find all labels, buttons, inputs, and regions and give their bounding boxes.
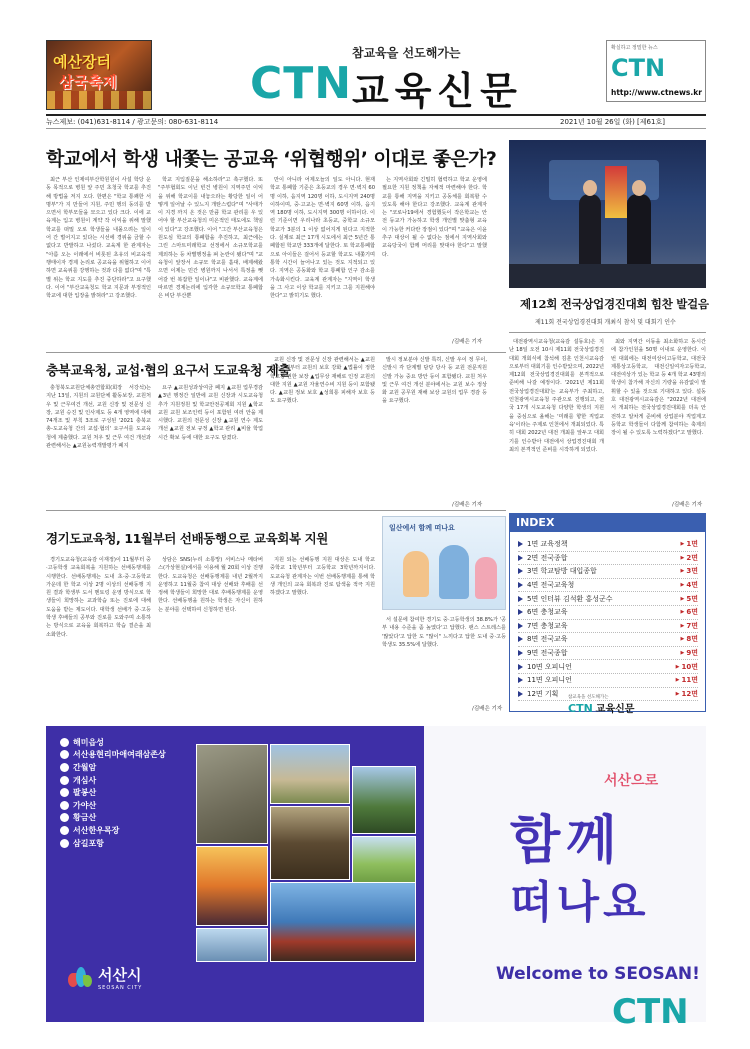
photo-article-subhead: 제11회 전국상업경진대회 개최식 참석 및 대회기 인수 [535, 319, 676, 326]
article1-col4: 는 지역사회와 긴밀히 협력하고 학교 운영에 필요한 지원 정책을 자체적 마련해야 한다. 학교를 통해 지역을 지키고 공동체를 회복할 수 있도록 해야 한다고 강조했다. 교육계 관계자는 "코로나19에서 경험했듯이 작은학교는 안전 등교가 가능하고 학생 개인별 맞춤형 교육이 가능한 커다란 장점이 있다"며 "교육은 이윤 추구 대상이 될 수 없다는 점에서 지역사회와 교육당국이 함께 머리를 맞대야 한다"고 말했다. [382, 177, 487, 258]
promo-figure-1 [403, 551, 429, 597]
ad-photo-temple [270, 806, 350, 880]
masthead-logo: CTN [250, 58, 353, 109]
masthead-slogan: 참교육을 선도해가는 [352, 46, 461, 60]
index-item[interactable] [518, 633, 698, 647]
index-item-text: 5면 인터뷰 김석환 홍성군수 [527, 594, 613, 603]
article1-headline[interactable]: 학교에서 학생 내쫓는 공교육 ‘위협행위’ 이대로 좋은가? [46, 148, 497, 170]
photo-podium [509, 264, 706, 288]
index-title: INDEX [516, 516, 555, 529]
index-item-text: 1면 교육정책 [527, 540, 568, 549]
ad-attraction-item [60, 837, 190, 850]
index-item[interactable] [518, 647, 698, 661]
article3-headline[interactable]: 경기도교육청, 11월부터 선배동행으로 교육회복 지원 [46, 531, 328, 546]
article2-col3: 교원 신장 및 전문성 신장 관련해서는 ▲교원원수업체부터 교원의 보호 강화 ▲법률이 정한 학교장 권한 보장 ▲업무상 재해로 인정 교원의 대한 지원 ▲교원 자율연수비 지원 등이 포함됐다. ▲교원 정보 보호 ▲성희롱 피해자 보호 등도 요구했다. [270, 357, 375, 405]
ad-attraction-name: 서산한우목장 [73, 825, 120, 835]
index-item-text: 8면 전국교육 [527, 635, 568, 644]
index-footer-name: 교육신문 [595, 704, 635, 715]
triangle-bullet-icon [518, 636, 523, 642]
triangle-bullet-icon [518, 691, 523, 697]
ad-attraction-item [60, 761, 190, 774]
index-item-page: ▶ 6면 [681, 607, 699, 617]
photo-person-left-head [583, 180, 597, 196]
ad-photo-mountain [352, 766, 416, 834]
promo-figure-2 [439, 545, 469, 599]
triangle-bullet-icon [518, 596, 523, 602]
index-item-label [518, 580, 574, 590]
article3-col2: 상담은 SNS(누리 소통망) 서비스나 메타버스(가상현실)에서를 이용해 월 20회 이상 진행한다. 도교육청은 선배동행제를 내년 2월까지 운영하고 11월중 참여 대상 선배와 후배를 선정해 학생들이 희망한 대로 후배동행제를 운영한다. 선배동행을 원하는 학생은 자신이 원하는 분야를 선택하여 신청하면 된다. [158, 557, 263, 613]
photo-flag [605, 166, 627, 218]
ad-attraction-name: 삼길포항 [73, 838, 104, 848]
index-item-page: ▶ 7면 [681, 621, 699, 631]
ad-slogan-big2: 떠나요 [510, 877, 650, 928]
article2-headline[interactable]: 충북교육청, 교섭·협의 요구서 도교육청 제출 [46, 364, 291, 379]
right-box-url[interactable]: http://www.ctnews.kr [611, 88, 702, 97]
issue-date: 2021년 10월 26일 (화) [제61호] [560, 118, 665, 126]
masthead-right-box [606, 40, 706, 102]
index-item-text: 9면 전국종합 [527, 649, 568, 658]
index-item-label [518, 648, 568, 658]
index-item-page: ▶ 12면 [676, 689, 698, 699]
ad-attraction-name: 팔봉산 [73, 788, 97, 798]
header-rule-bottom [46, 128, 706, 129]
right-col2: 최와 지역간 이동을 최소화하고 동시간에 참가인원을 50명 이내로 운영한다. 이번 대회에는 대전여상이고등학교, 대전국제통상고등학교, 대전신일여자고등학교, 대전여상가 있는 학교 등 4개 학교 43명의 학생이 참가해 자신의 기량을 유감없이 발휘할 수 있을 것으로 기대하고 있다. 설동호 대전광역시교육감은 "2022년 대전에서 개최하는 전국상업경진대회를 더욱 안전하고 알차게 준비해 상업분야 직업계고등학교 학생들이 다함께 참여하는 축제의 장이 될 수 있도록 노력하겠다"고 말했다. [611, 339, 706, 437]
photo-article-rule [509, 332, 706, 333]
ad-line1: 예산장터 [53, 53, 111, 71]
photo-person-left [579, 194, 601, 264]
triangle-bullet-icon [518, 568, 523, 574]
photo-person-right-head [632, 180, 646, 196]
right-col1: 대전광역시교육청(교육감 설동호)은 지난 18일 오전 10시 제11회 전국상업경진대회 개회식에 참석해 김훈 인천시교육감으로부터 대회기를 인수받았으며, 2022년 제12회 전국상업경진대회를 본격적으로 준비해 나갈 예정이다. '2021년 제11회 전국상업경진대회'는 교육부가 주최하고, 인천광역시교육청 주관으로 진행되고, 전국 17개 시도교육청 다양한 학생의 지원을 중심으로 올해는 '미래를 향한 직업교육'이라는 주제로 인천에서 개최되었다. 특히 대회 2022년 대전 개최를 앞두고 대회기를 인수받아 대전에서 상업경진대회 개최의 본격적인 준비를 시작하게 되었다. [509, 339, 604, 453]
index-item-page: ▶ 9면 [681, 648, 699, 658]
index-item-label [518, 634, 568, 644]
number-circle-icon [60, 776, 69, 785]
index-item-page: ▶ 3면 [681, 566, 699, 576]
index-item-text: 7면 충청교육 [527, 621, 568, 630]
index-item-page: ▶ 2면 [681, 553, 699, 563]
ad-attraction-item [60, 786, 190, 799]
seosan-city-name: 서산시 [98, 966, 142, 984]
article1-col1: 최근 부산 인제여부산학원원이 사설 학당 운동 목적으로 병원 앞 주민 초청국 학교를 추진해 방법을 저지 오다. 한편은 "학교 통쾌한 서명부"가 지 만들어 지원, 주민 행의 동의를 받으면서 학부모들을 모으고 있다 크다. 이에 교육계는 입고 병원이 계약 작 이익을 위해 말했 학교를 떠밀 오로 학생들을 내몰으려는 일이 어 간 벌어지고 있다는 시선에 경위을 금할 수 없다고 반발하고 나섰다. 교육계 한 관계자는 "아름 오는 이래에서 비롯된 초유의 비교육적 행태이자 경제 논리로 공교육을 위협하고 이어하면 교육위를 강행하는 것과 다를 없다"며 "특별 위는 학교 지도를 추진 중단하라"고 요구했다. 이어 "부산교육청도 학교 지문과 부정적인 학교에 대한 입장을 밝혀라"고 강조했다. [46, 177, 151, 300]
index-item-text: 3면 학교탐방 대입종합 [527, 567, 597, 576]
article3-byline: /김배은 기자 [472, 706, 503, 712]
header-rule-top [46, 114, 706, 116]
ad-slogan-big1: 함께 [510, 811, 623, 871]
article1-col2: 학교 지입질문을 해소하라"고 촉구했다. 또 "주부협회도 이닌 빈건 병원이 지역주민 이익을 위해 학교이를 내놓으라는 황당한 일이 어떻게 일어날 수 있느지 개탄스럽다"며 "사태가 이 지경 까지 온 것은 만큼 학교 관리를 우 있어야 할 부산교육청의 미온적인 태도에도 책임이 있다"고 강조했다. 이어 "그간 부산교육청은 원도심 학교의 통폐합을 추진하고, 최근에는 그린 스마트미래학교 선정에서 소규모학교를 제외하는 등 차별행정을 펴 논란이 됐다"며 "교육청이 앞장서 소규모 학교를 홀대, 배제해왔으면 이제는 민간 병원까지 나서서 특정을 뺏어갈 번 복잡한 일이냐"고 비판했다. 교육계에 따르면 경제논리에 입각한 소규모학교 통폐합은 비단 부산뿐 [158, 177, 263, 300]
triangle-bullet-icon [518, 650, 523, 656]
index-item[interactable] [518, 552, 698, 566]
index-item-label [518, 594, 613, 604]
index-item-page: ▶ 4면 [681, 580, 699, 590]
triangle-bullet-icon [518, 664, 523, 670]
ad-photo-rock-buddha [196, 744, 268, 844]
right-box-logo: CTN [611, 54, 666, 82]
triangle-bullet-icon [518, 555, 523, 561]
index-item[interactable] [518, 565, 698, 579]
index-item-page: ▶ 11면 [676, 675, 698, 685]
index-item-label [518, 675, 572, 685]
seosan-ad[interactable] [46, 726, 706, 1022]
index-item-text: 11면 오피니언 [527, 676, 572, 685]
ad-attraction-item [60, 774, 190, 787]
ad-welcome: Welcome to SEOSAN! [496, 964, 700, 984]
index-item-text: 6면 충청교육 [527, 608, 568, 617]
seosan-city-en: SEOSAN CITY [98, 985, 143, 991]
index-item-label [518, 553, 568, 563]
index-footer-logo: CTN [568, 702, 593, 715]
ad-attraction-name: 서산용현리마애여래삼존상 [73, 750, 166, 760]
triangle-bullet-icon [518, 582, 523, 588]
triangle-bullet-icon [518, 541, 523, 547]
index-item-text: 10면 오피니언 [527, 662, 572, 671]
article1-byline: /김배은 기자 [452, 339, 483, 345]
index-item-text: 12면 기획 [527, 689, 559, 698]
seosan-emblem-icon [68, 967, 92, 989]
number-circle-icon [60, 738, 69, 747]
index-item[interactable] [518, 579, 698, 593]
article1-bottom-rule [46, 352, 506, 353]
contact-line: 뉴스제보: (041)631-8114 / 광고문의: 080-631-8114 [46, 118, 219, 126]
ad-decoration [47, 91, 152, 109]
index-item[interactable] [518, 660, 698, 674]
masthead-name: 교육신문 [352, 69, 523, 113]
ad-attraction-name: 개심사 [73, 775, 97, 785]
index-box [509, 513, 706, 715]
number-circle-icon [60, 813, 69, 822]
award-photo [509, 140, 706, 288]
ad-attraction-item [60, 812, 190, 825]
ad-line2: 삼국축제 [59, 73, 117, 91]
ad-attraction-name: 해미읍성 [73, 737, 104, 747]
article1-col3: 만이 아니라 어제오늘의 일도 아니다. 현재 학교 통폐합 기준은 초등교의 경우 면·벽지 60명 이하, 읍지역 120명 이하, 도시지역 240명 이하이며, 중·고교는 면·벽지 60명 이하, 읍지역 180명 이하, 도시지역 300명 이하이다. 이런 기준이면 우리나라 초등교, 중학교 소규모학교가 3분의 1 이상 없어지게 된다고 지적한다. 실제로 최근 17개 시도에서 최근 5년간 통폐합된 학교만 333개에 달한다. 또 학교통폐합으로 아이들은 걸어서 등교할 학교도 내쫓기며 통학 시간이 늘어나고 있는 것도 지적되고 있다. 지역은 공동화와 학교 통폐합 인구 감소를 가속화시킨다. 교육계 관계자는 "지역이 학생을 그 사고 이상 학교를 지키고 그를 지원해야 한다"고 밝히기도 했다. [270, 177, 375, 300]
promo-figure-3 [475, 557, 497, 599]
ad-attraction-name: 황금산 [73, 813, 97, 823]
ad-photo-sunset [196, 846, 268, 926]
ad-attraction-item [60, 799, 190, 812]
ad-attraction-item [60, 736, 190, 749]
triangle-bullet-icon [518, 677, 523, 683]
index-footer-slogan: 참교육을 선도해가는 [568, 695, 609, 700]
article2-bottom-rule [46, 510, 506, 511]
index-item[interactable] [518, 592, 698, 606]
triangle-bullet-icon [518, 609, 523, 615]
index-footer [568, 694, 634, 715]
triangle-bullet-icon [518, 623, 523, 629]
index-item-label [518, 689, 558, 699]
photo-person-right [627, 194, 651, 266]
ad-slogan-panel [424, 726, 706, 1022]
index-item-label [518, 607, 568, 617]
photo-article-headline[interactable]: 제12회 전국상업경진대회 힘찬 발걸음 [520, 297, 709, 311]
ad-photo-coast [270, 882, 416, 962]
right-col-byline: /김배은 기자 [672, 502, 703, 508]
number-circle-icon [60, 750, 69, 759]
ad-slogan-small: 서산으로 [604, 773, 659, 789]
article3-col1: 경기도교육청(교육감 이재정)이 11월부터 중·고등학생 교육회복을 지원하는 선배동행제를 시행한다. 선배동행제는 도내 초·중·고등학교 가운데 한 학교 이상 2명 이상의 선배동행 지원 결과 학생부 도서 멘토링 운영 방식으로 학생들이 희망하는 교과학습 또는 진로에 대해 도움을 받는 제도이다. 대학생 선배가 중·고등학생 후배들의 공부와 진로를 도와주며 소통하는 방식으로 교육을 회복하고 학습 결손을 최소화한다. [46, 557, 151, 638]
index-item-page: ▶ 1면 [681, 539, 699, 549]
index-item-page: ▶ 8면 [681, 634, 699, 644]
number-circle-icon [60, 839, 69, 848]
article2-col1: 충청북도교원단체총연합회(회장 서강석)는 지난 13일, 지원의 교원단체 활동보장, 교원처우 및 근무여건 개선, 교원 신장 및 전문성 신장, 교원 승진 및 인사제도 등 4개 영역에 대해 74개조 및 부칙 3조로 구성된 '2021 충북교총-도교육청 간의 교섭·협의' 요구서를 도교육청에 제출했다. 교원 처우 및 근무 여건 개선과 관련해서는 ▲교원능력개발평가 폐지 [46, 385, 151, 450]
index-title-bar [510, 514, 705, 532]
number-circle-icon [60, 788, 69, 797]
ad-attraction-item [60, 749, 190, 762]
top-left-ad[interactable] [46, 40, 152, 110]
index-item-label [518, 566, 597, 576]
index-item-label [518, 539, 568, 549]
promo-title: 일산에서 함께 떠나요 [389, 524, 455, 532]
index-item-label [518, 662, 572, 672]
article2-byline: /김배은 기자 [452, 502, 483, 508]
bottom-ctn-logo: CTN [612, 992, 689, 1032]
seosan-city-logo[interactable] [68, 964, 142, 991]
index-item-label [518, 621, 568, 631]
number-circle-icon [60, 826, 69, 835]
article3-col4: 서 설문에 참여한 경기도 중·고등학생의 38.8%가 '공부 내용 수준을 좀 높였다'고 답했다. 팬스 스트레스를 '많았다'고 답한 도 "많이" 느끼다고 답한 도내 중·고등학생도 35.5%에 달했다. [382, 617, 506, 648]
number-circle-icon [60, 763, 69, 772]
ad-photo-harbor [196, 928, 268, 962]
index-item-text: 4면 전국교육청 [527, 581, 575, 590]
index-list [518, 538, 698, 701]
index-item-page: ▶ 10면 [676, 662, 698, 672]
index-item[interactable] [518, 606, 698, 620]
number-circle-icon [60, 801, 69, 810]
ad-attraction-name: 가야산 [73, 800, 97, 810]
article3-col3: 지원 되는 선배동행 지원 대상은 도내 학교 중학교 1학년부터 고등학교 3학년까지이다. 도교육청 관계자는 이번 선배동행제를 통해 학생 개인의 교육 회복과 진로 탐색을 적극 지원하겠다고 말했다. [270, 557, 375, 597]
ad-photo-fortress [270, 744, 350, 804]
ad-attraction-list [60, 736, 190, 849]
article2-col2: 요구 ▲교원성과상여금 폐지 ▲교원 업무경감 ▲3년 행정간 일반에 교원 신장과 시도교육청추가 지원정원 및 학교안전공제회 지원 ▲학교 교원 교원 보조인력 등이 포함된 여러 안을 제시했다. 교원의 전문성 신장 ▲교원 연수 제도 개선 ▲교원 전보 규정 ▲학교 관리 ▲비율 학업 시간 확보 등에 대한 요구도 담겼다. [158, 385, 263, 441]
index-item-page: ▶ 5면 [681, 594, 699, 604]
ad-attraction-name: 간월암 [73, 762, 97, 772]
right-box-tagline: 확실하고 정밀한 뉴스 [611, 45, 658, 51]
index-item[interactable] [518, 620, 698, 634]
index-item-text: 2면 전국종합 [527, 553, 568, 562]
promo-graphic[interactable] [382, 516, 506, 610]
ad-attraction-item [60, 824, 190, 837]
index-item[interactable] [518, 674, 698, 688]
index-item[interactable] [518, 538, 698, 552]
article2-col4: 발시 정보분야 신발 특히, 신발 우이 정 무이, 신발시 각 단계별 담당 당사 등 교원 전문직원 신발 가능 중요 방안 등이 포함됐다. 교원 처우 및 근무 여건 개선 분야에서는 교원 보수 정상화 교원 공무원 재해 보상 교원의 업무 경감 등을 요구했다. [382, 357, 487, 405]
